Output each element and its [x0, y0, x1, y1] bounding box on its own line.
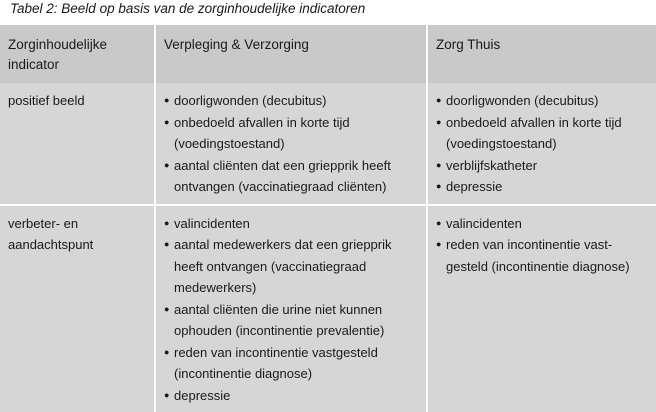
list-item — [164, 213, 418, 235]
list-item-text: onbedoeld afvallen in korte tijd — [446, 115, 622, 130]
header-zorg-thuis: Zorg Thuis — [427, 25, 656, 83]
bullet-icon: ● — [164, 385, 169, 407]
list-item — [164, 342, 418, 385]
list-item — [164, 112, 418, 155]
list-item-text: aantal cliënten die urine niet kunnen — [174, 302, 382, 317]
list-item — [164, 385, 418, 407]
list-item-continuation: (voedingstoestand) — [174, 133, 418, 155]
bullet-icon: ● — [436, 90, 441, 112]
list-item-text: doorligwonden (decubitus) — [174, 93, 326, 108]
row-label: verbeter- en aandachtspunt — [0, 205, 155, 412]
indicator-table — [0, 25, 656, 412]
list-item — [164, 299, 418, 342]
list-item — [164, 155, 418, 198]
table-row-verbeter — [0, 205, 656, 412]
list-item — [436, 213, 648, 235]
vv-cell — [155, 83, 427, 205]
table-caption: Tabel 2: Beeld op basis van de zorginhoudelijke indicatoren — [10, 0, 365, 17]
list-item-continuation: ontvangen (vaccinatiegraad cliënten) — [174, 176, 418, 198]
list-item — [436, 112, 648, 155]
list-item-continuation: (voedingstoestand) — [446, 133, 648, 155]
bullet-icon: ● — [436, 112, 441, 134]
list-item-continuation: gesteld (incontinentie diagnose) — [446, 256, 648, 278]
list-item-continuation: ophouden (incontinentie prevalentie) — [174, 320, 418, 342]
list-item — [436, 90, 648, 112]
list-item-text: reden van incontinentie vast- — [446, 237, 612, 252]
list-item-text: depressie — [174, 388, 230, 403]
list-item-continuation: (incontinentie diagnose) — [174, 363, 418, 385]
bullet-icon: ● — [164, 112, 169, 134]
list-item — [436, 234, 648, 277]
vv-cell — [155, 205, 427, 412]
zt-cell — [427, 83, 656, 205]
row-label: positief beeld — [0, 83, 155, 205]
header-indicator: Zorginhoudelijke indicator — [0, 25, 155, 83]
table-row-positief — [0, 83, 656, 205]
list-item-text: aantal cliënten dat een griepprik heeft — [174, 158, 391, 173]
list-item-text: valincidenten — [174, 216, 250, 231]
list-item-text: doorligwonden (decubitus) — [446, 93, 598, 108]
list-item-text: onbedoeld afvallen in korte tijd — [174, 115, 350, 130]
list-item-text: depressie — [446, 179, 502, 194]
list-item — [436, 155, 648, 177]
bullet-icon: ● — [164, 342, 169, 364]
bullet-icon: ● — [436, 234, 441, 256]
bullet-icon: ● — [436, 155, 441, 177]
list-item-text: aantal medewerkers dat een griepprik — [174, 237, 392, 252]
table-header-row — [0, 25, 656, 83]
bullet-icon: ● — [164, 213, 169, 235]
bullet-icon: ● — [164, 155, 169, 177]
list-item — [164, 234, 418, 299]
bullet-icon: ● — [436, 176, 441, 198]
zt-cell — [427, 205, 656, 412]
bullet-icon: ● — [164, 234, 169, 256]
bullet-icon: ● — [436, 213, 441, 235]
list-item-text: valincidenten — [446, 216, 522, 231]
list-item-continuation: heeft ontvangen (vaccinatiegraad medewerkers) — [174, 256, 418, 299]
header-verpleging-verzorging: Verpleging & Verzorging — [155, 25, 427, 83]
bullet-icon: ● — [164, 299, 169, 321]
list-item-text: reden van incontinentie vastgesteld — [174, 345, 378, 360]
list-item — [436, 176, 648, 198]
list-item — [164, 90, 418, 112]
bullet-icon: ● — [164, 90, 169, 112]
list-item-text: verblijfskatheter — [446, 158, 537, 173]
